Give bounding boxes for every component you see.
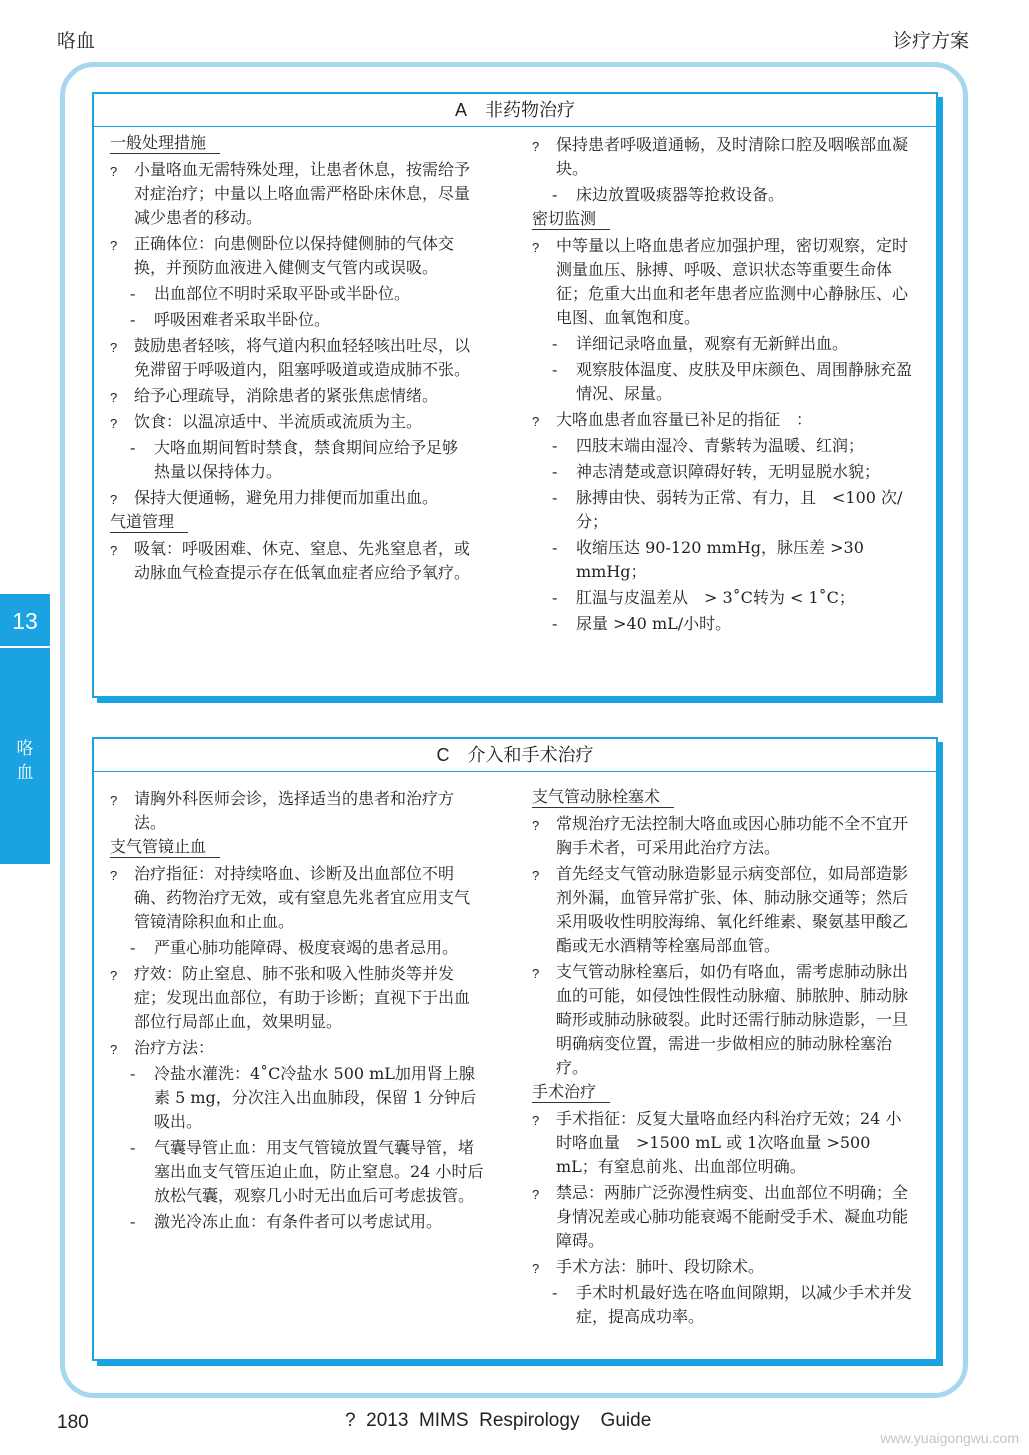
dash-item — [532, 536, 917, 584]
subsection-heading: 一般处理措施 — [110, 133, 220, 154]
page-header-right: 诊疗方案 — [892, 30, 969, 52]
bullet-item — [110, 1036, 485, 1060]
subsection — [532, 207, 917, 232]
dash-bullet-icon: - — [552, 462, 558, 481]
question-bullet-icon: ? — [110, 492, 118, 507]
question-bullet-icon: ? — [110, 164, 118, 179]
dash-item — [532, 332, 917, 356]
item-text: 手术时机最好选在咯血间隙期，以减少手术并发症，提高成功率。 — [576, 1283, 913, 1326]
question-bullet-icon: ? — [110, 390, 118, 405]
dash-bullet-icon: - — [130, 438, 136, 457]
dash-bullet-icon: - — [552, 334, 558, 353]
question-bullet-icon: ? — [532, 1113, 540, 1128]
item-text: 保持患者呼吸道通畅，及时清除口腔及咽喉部血凝块。 — [556, 135, 909, 178]
bullet-item — [110, 410, 470, 434]
subsection — [110, 835, 485, 860]
subsection-heading: 密切监测 — [532, 209, 610, 230]
section-title-text: 非药物治疗 — [485, 100, 575, 121]
dash-bullet-icon: - — [552, 1283, 558, 1302]
dash-bullet-icon: - — [130, 284, 136, 303]
dash-item — [110, 1136, 485, 1208]
item-text: 治疗指征：对持续咯血、诊断及出血部位不明确、药物治疗无效，或有窒息先兆者宜应用支气管镜清除积血和止血。 — [134, 864, 471, 931]
dash-item — [532, 358, 917, 406]
chapter-side-tab — [0, 594, 50, 864]
item-text: 请胸外科医师会诊，选择适当的患者和治疗方法。 — [134, 789, 455, 832]
watermark: www.yuaigongwu.com — [880, 1430, 1019, 1446]
tab-divider — [0, 646, 50, 648]
question-bullet-icon: ? — [110, 793, 118, 808]
question-bullet-icon: ? — [110, 868, 118, 883]
item-text: 保持大便通畅，避免用力排便而加重出血。 — [134, 488, 439, 507]
item-text: 小量咯血无需特殊处理，让患者休息，按需给予对症治疗；中量以上咯血需严格卧床休息，尽量减少患者的移动。 — [134, 160, 471, 227]
dash-item — [110, 308, 470, 332]
item-text: 脉搏由快、弱转为正常、有力，且 <100 次/分； — [576, 488, 903, 531]
item-text: 床边放置吸痰器等抢救设备。 — [576, 185, 785, 204]
section-c-title — [94, 739, 936, 772]
section-c-right-column — [532, 785, 917, 1329]
subsection-heading: 手术治疗 — [532, 1082, 610, 1103]
item-text: 大咯血患者血容量已补足的指征 ： — [556, 410, 813, 429]
bullet-item — [110, 486, 470, 510]
dash-item — [110, 936, 485, 960]
item-text: 首先经支气管动脉造影显示病变部位，如局部造影剂外漏，血管异常扩张、体、肺动脉交通等；然后采用吸收性明胶海绵、氧化纤维素、聚氨基甲酸乙酯或无水酒精等栓塞局部血管。 — [556, 864, 909, 955]
item-text: 神志清楚或意识障碍好转，无明显脱水貌； — [576, 462, 881, 481]
bullet-item — [532, 812, 917, 860]
question-bullet-icon: ? — [532, 139, 540, 154]
section-a-right-column — [532, 131, 917, 636]
item-text: 详细记录咯血量，观察有无新鲜出血。 — [576, 334, 849, 353]
dash-bullet-icon: - — [552, 614, 558, 633]
bullet-item — [532, 960, 917, 1080]
question-bullet-icon: ? — [110, 340, 118, 355]
section-box-a — [92, 92, 938, 698]
dash-bullet-icon: - — [552, 588, 558, 607]
item-text: 手术指征：反复大量咯血经内科治疗无效；24 小时咯血量 >1500 mL 或 1次咯血量 >500 mL；有窒息前兆、出血部位明确。 — [556, 1109, 902, 1176]
section-a-left-column — [110, 131, 470, 585]
item-text: 尿量 >40 mL/小时。 — [576, 614, 732, 633]
dash-item — [532, 183, 917, 207]
item-text: 严重心肺功能障碍、极度衰竭的患者忌用。 — [154, 938, 459, 957]
question-bullet-icon: ? — [532, 240, 540, 255]
dash-bullet-icon: - — [552, 360, 558, 379]
section-title-text: 介入和手术治疗 — [467, 745, 594, 766]
question-bullet-icon: ? — [110, 416, 118, 431]
dash-bullet-icon: - — [130, 1064, 136, 1083]
bullet-item — [110, 232, 470, 280]
chapter-label-char: 咯 — [16, 739, 34, 759]
item-text: 吸氧：呼吸困难、休克、窒息、先兆窒息者，或动脉血气检查提示存在低氧血症者应给予氧疗。 — [134, 539, 471, 582]
bullet-item — [110, 158, 470, 230]
bullet-item — [110, 787, 485, 835]
section-a-title — [94, 94, 936, 127]
dash-item — [532, 434, 917, 458]
chapter-number: 13 — [12, 608, 38, 634]
item-text: 手术方法：肺叶、段切除术。 — [556, 1257, 765, 1276]
question-bullet-icon: ? — [110, 1042, 118, 1057]
question-bullet-icon: ? — [532, 1261, 540, 1276]
bullet-item — [110, 537, 470, 585]
dash-bullet-icon: - — [552, 185, 558, 204]
item-text: 四肢末端由湿冷、青紫转为温暖、红润； — [576, 436, 865, 455]
bullet-item — [532, 408, 917, 432]
question-bullet-icon: ? — [110, 238, 118, 253]
dash-bullet-icon: - — [130, 1212, 136, 1231]
subsection — [110, 510, 470, 535]
dash-item — [532, 1281, 917, 1329]
dash-item — [110, 1210, 485, 1234]
subsection — [532, 785, 917, 810]
item-text: 禁忌：两肺广泛弥漫性病变、出血部位不明确；全身情况差或心肺功能衰竭不能耐受手术、凝血功能障碍。 — [556, 1183, 909, 1250]
subsection-heading: 支气管镜止血 — [110, 837, 220, 858]
bullet-item — [532, 133, 917, 181]
bullet-item — [532, 862, 917, 958]
item-text: 收缩压达 90-120 mmHg，脉压差 >30 mmHg； — [576, 538, 864, 581]
item-text: 肛温与皮温差从 > 3˚C转为 < 1˚C； — [576, 588, 855, 607]
bullet-item — [110, 862, 485, 934]
dash-item — [110, 282, 470, 306]
subsection — [110, 131, 470, 156]
subsection-heading: 气道管理 — [110, 512, 188, 533]
bullet-item — [532, 1255, 917, 1279]
item-text: 冷盐水灌洗：4˚C冷盐水 500 mL加用肾上腺素 5 mg，分次注入出血肺段，保留 1 分钟后吸出。 — [154, 1064, 477, 1131]
dash-item — [110, 1062, 485, 1134]
item-text: 大咯血期间暂时禁食，禁食期间应给予足够热量以保持体力。 — [154, 438, 459, 481]
dash-bullet-icon: - — [130, 1138, 136, 1157]
subsection-heading: 支气管动脉栓塞术 — [532, 787, 674, 808]
question-bullet-icon: ? — [532, 414, 540, 429]
page-number: 180 — [57, 1412, 89, 1433]
dash-bullet-icon: - — [552, 488, 558, 507]
bullet-item — [110, 962, 485, 1034]
item-text: 呼吸困难者采取半卧位。 — [154, 310, 331, 329]
bullet-item — [110, 384, 470, 408]
item-text: 正确体位：向患侧卧位以保持健侧肺的气体交换，并预防血液进入健侧支气管内或误吸。 — [134, 234, 455, 277]
question-bullet-icon: ? — [532, 1187, 540, 1202]
item-text: 中等量以上咯血患者应加强护理，密切观察，定时测量血压、脉搏、呼吸、意识状态等重要生命体征；危重大出血和老年患者应监测中心静脉压、心电图、血氧饱和度。 — [556, 236, 909, 327]
subsection — [532, 1080, 917, 1105]
bullet-item — [532, 1107, 917, 1179]
item-text: 气囊导管止血：用支气管镜放置气囊导管，堵塞出血支气管压迫止血，防止窒息。24 小时后放松气囊，观察几小时无出血后可考虑拔管。 — [154, 1138, 484, 1205]
question-bullet-icon: ? — [110, 968, 118, 983]
item-text: 鼓励患者轻咳，将气道内积血轻轻咳出吐尽，以免滞留于呼吸道内，阻塞呼吸道或造成肺不张。 — [134, 336, 471, 379]
item-text: 饮食：以温凉适中、半流质或流质为主。 — [134, 412, 423, 431]
question-bullet-icon: ? — [532, 868, 540, 883]
item-text: 激光冷冻止血：有条件者可以考虑试用。 — [154, 1212, 443, 1231]
bullet-item — [532, 234, 917, 330]
item-text: 治疗方法： — [134, 1038, 215, 1057]
dash-bullet-icon: - — [130, 310, 136, 329]
page-header-left: 咯血 — [57, 30, 96, 52]
dash-item — [532, 586, 917, 610]
section-letter: A — [454, 100, 467, 120]
dash-bullet-icon: - — [552, 538, 558, 557]
dash-bullet-icon: - — [130, 938, 136, 957]
bullet-item — [532, 1181, 917, 1253]
dash-item — [110, 436, 470, 484]
dash-bullet-icon: - — [552, 436, 558, 455]
item-text: 疗效：防止窒息、肺不张和吸入性肺炎等并发症；发现出血部位，有助于诊断；直视下于出血部位行局部止血，效果明显。 — [134, 964, 471, 1031]
section-box-c — [92, 737, 938, 1361]
guide-footer: ? 2013 MIMS Respirology Guide — [345, 1410, 652, 1431]
dash-item — [532, 486, 917, 534]
item-text: 常规治疗无法控制大咯血或因心肺功能不全不宜开胸手术者，可采用此治疗方法。 — [556, 814, 909, 857]
dash-item — [532, 460, 917, 484]
item-text: 给予心理疏导，消除患者的紧张焦虑情绪。 — [134, 386, 439, 405]
section-c-left-column — [110, 785, 485, 1234]
question-bullet-icon: ? — [532, 966, 540, 981]
question-bullet-icon: ? — [110, 543, 118, 558]
item-text: 出血部位不明时采取平卧或半卧位。 — [154, 284, 411, 303]
chapter-label-char: 血 — [16, 763, 34, 783]
item-text: 观察肢体温度、皮肤及甲床颜色、周围静脉充盈情况、尿量。 — [576, 360, 913, 403]
bullet-item — [110, 334, 470, 382]
dash-item — [532, 612, 917, 636]
section-letter: C — [436, 745, 450, 765]
item-text: 支气管动脉栓塞后，如仍有咯血，需考虑肺动脉出血的可能，如侵蚀性假性动脉瘤、肺脓肿、肺动脉畸形或肺动脉破裂。此时还需行肺动脉造影，一旦明确病变位置，需进一步做相应的肺动脉栓塞治疗。 — [556, 962, 909, 1077]
question-bullet-icon: ? — [532, 818, 540, 833]
